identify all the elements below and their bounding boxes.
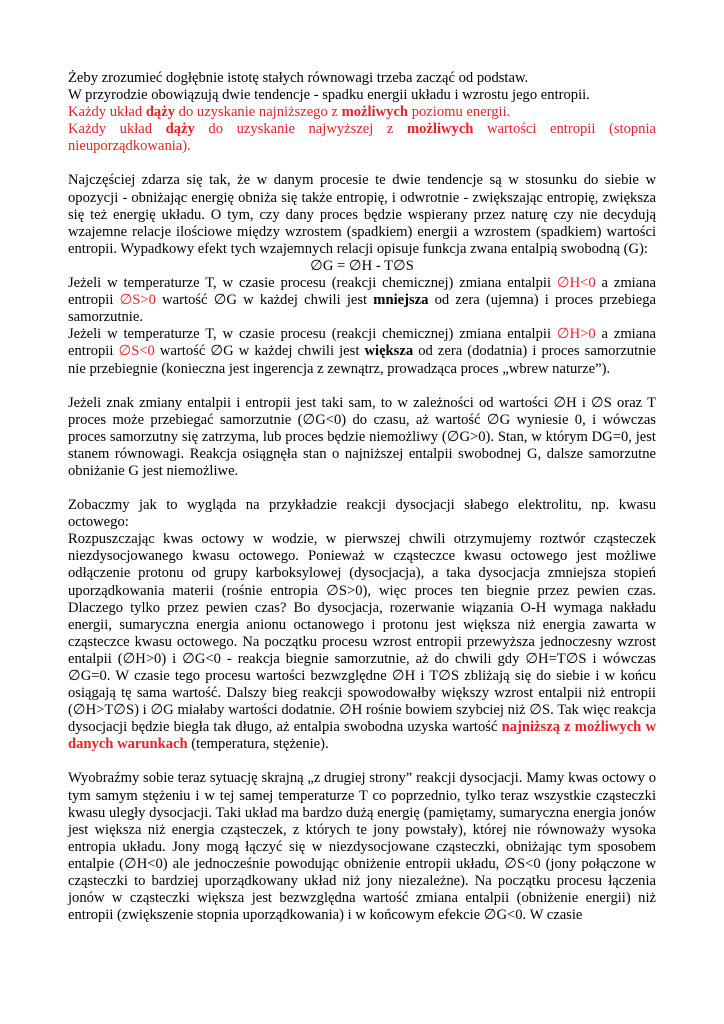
p4-line: [68, 531, 656, 753]
text-run: Najczęściej zdarza się tak, że w danym procesie te dwie tendencje są w stosunku do siebie w opozycji - obniżając energię obniża się także entropię, i odwrotnie - zwiększając entropię, zwiększa się też energię układu. O tym, czy dany proces będzie wspierany przez naturę czy nie decydują wzajemne relacje ilościowe między wzrostem (spadkiem) energii a wzrostem (spadkiem) wartości entropii. Wypadkowy efekt tych wzajemnych relacji opisuje funkcja zwana entalpią swobodną (G):: [68, 172, 656, 257]
text-run: Żeby zrozumieć dogłębnie istotę stałych równowagi trzeba zacząć od podstaw.: [68, 70, 529, 86]
text-run: W przyrodzie obowiązują dwie tendencje - spadku energii układu i wzrostu jego entropii.: [68, 87, 590, 104]
text-run: możliwych: [341, 104, 409, 121]
text-run: ∅G = ∅H - T∅S: [310, 257, 414, 274]
text-run: Rozpuszczając kwas octowy w wodzie, w pierwszej chwili otrzymujemy roztwór cząsteczek niezdysocjowanego kwasu octowego. Ponieważ w cząsteczce kwasu octowego jest możliwe odłączenie protonu od grupy karboksylowej (dysocjacja), a taka dysocjacja zmniejsza stopień uporządkowania materii (rośnie entropia ∅S>0), więc proces ten biegnie przez pewien czas. Dlaczego tylko przez pewien czas? Bo dysocjacja, rozerwanie wiązania O-H wymaga nakładu energii, sumaryczna energia anionu octanowego i protonu jest większa niż energia zawarta w cząsteczce kwasu octowego. Na początku procesu wzrost entropii przewyższa jednoczesny wzrost entalpii (∅H>0) i ∅G<0 - reakcja biegnie samorzutnie, aż do chwili gdy ∅H=T∅S i wówczas ∅G=0. W czasie tego procesu wartości bezwzględne ∅H i T∅S zbliżają się do siebie i w końcu osiągają tę sama wartość. Dalszy bieg reakcji spowodowałby większy wzrost entalpii niż entropii (∅H>T∅S) i ∅G miałaby wartości dodatnie. ∅H rośnie bowiem szybciej niż ∅S. Tak więc reakcja dysocjacji będzie biegła tak długo, aż entalpia swobodna uzyska wartość: [68, 531, 656, 736]
text-run: od zera (dodatnia) i proces samorzutnie nie przebiegnie (konieczna jest ingerencja z zewnątrz, prowadząca proces „wbrew naturze”).: [68, 343, 656, 377]
text-run: możliwych: [406, 121, 474, 138]
text-run: poziomu energii.: [408, 104, 511, 121]
text-run: mniejsza: [373, 292, 429, 309]
text-run: najniższą z możliwych w danych warunkach: [68, 719, 656, 753]
p1-line: [68, 87, 656, 104]
text-run: ∅S>0: [119, 292, 156, 309]
p4-line: [68, 497, 656, 531]
p1-line: [68, 104, 656, 121]
text-run: od zera (ujemna) i proces przebiega samorzutnie.: [68, 292, 656, 326]
text-run: do uzyskanie najwyższej z: [194, 121, 407, 138]
text-run: ∅H<0: [556, 275, 596, 292]
text-run: Każdy układ: [68, 104, 146, 121]
text-run: a zmiana entropii: [68, 326, 656, 360]
text-run: Jeżeli znak zmiany entalpii i entropii jest taki sam, to w zależności od wartości ∅H i ∅S oraz T proces może przebiegać samorzutnie (∅G<0) do czasu, aż wartość ∅G wyniesie 0, i wówczas proces samorzutny się zatrzyma, lub proces będzie niemożliwy (∅G>0). Stan, w którym DG=0, jest stanem równowagi. Reakcja osiągnęła stan o najniższej entalpii swobodnej G, dalsze samorzutne obniżanie G jest niemożliwe.: [68, 394, 656, 479]
p1-line: [68, 70, 656, 87]
text-run: ∅S<0: [118, 343, 155, 360]
text-run: ∅H>0: [556, 326, 596, 343]
p3-line: [68, 395, 656, 480]
text-run: wartość ∅G w każdej chwili jest: [154, 343, 365, 360]
p5-line: [68, 770, 656, 924]
text-run: Jeżeli w temperaturze T, w czasie procesu (reakcji chemicznej) zmiana entalpii: [68, 275, 557, 292]
text-run: a zmiana entropii: [68, 275, 656, 309]
text-run: do uzyskanie najniższego z: [175, 104, 342, 121]
p2-line: [68, 258, 656, 275]
text-run: Każdy układ: [68, 121, 166, 138]
p1-line: [68, 121, 656, 155]
text-run: (temperatura, stężenie).: [187, 736, 329, 753]
paragraph-gap: [68, 753, 656, 770]
text-run: dąży: [165, 121, 195, 138]
paragraph-gap: [68, 155, 656, 172]
paragraph-gap: [68, 480, 656, 497]
text-run: większa: [364, 343, 414, 360]
text-run: Jeżeli w temperaturze T, w czasie procesu (reakcji chemicznej) zmiana entalpii: [68, 326, 557, 343]
text-run: dąży: [145, 104, 175, 121]
text-run: Wyobraźmy sobie teraz sytuację skrajną „z drugiej strony” reakcji dysocjacji. Mamy kwas octowy o tym samym stężeniu i w tej samej temperaturze T co poprzednio, tylko teraz wszystkie cząsteczki kwasu uległy dysocjacji. Taki układ ma bardzo dużą energię (pamiętamy, sumaryczna energia jonów jest większa niż energia cząsteczek, z których te jony powstały), której nie równoważy wysoka entropia układu. Jony mogą łączyć się w niezdysocjowane cząsteczki, obniżając tym sposobem entalpie (∅H<0) ale jednocześnie powodując obniżenie entropii układu, ∅S<0 (jony połączone w cząsteczki to bardziej uporządkowany układ niż jony niezależne). Na początku procesu łączenia jonów w cząsteczki większa jest bezwzględna wartość zmiana entalpii (obniżenie energii) niż entropii (zwiększenie stopnia uporządkowania) i w końcowym efekcie ∅G<0. W czasie: [68, 770, 656, 924]
p2-line: [68, 172, 656, 257]
paragraph-gap: [68, 378, 656, 395]
text-run: wartość ∅G w każdej chwili jest: [155, 292, 374, 309]
document-page: [68, 70, 656, 924]
text-run: Zobaczmy jak to wygląda na przykładzie reakcji dysocjacji słabego elektrolitu, np. kwasu octowego:: [68, 497, 656, 531]
p2-line: [68, 326, 656, 377]
text-run: wartości entropii (stopnia nieuporządkowania).: [68, 121, 656, 155]
p2-line: [68, 275, 656, 326]
